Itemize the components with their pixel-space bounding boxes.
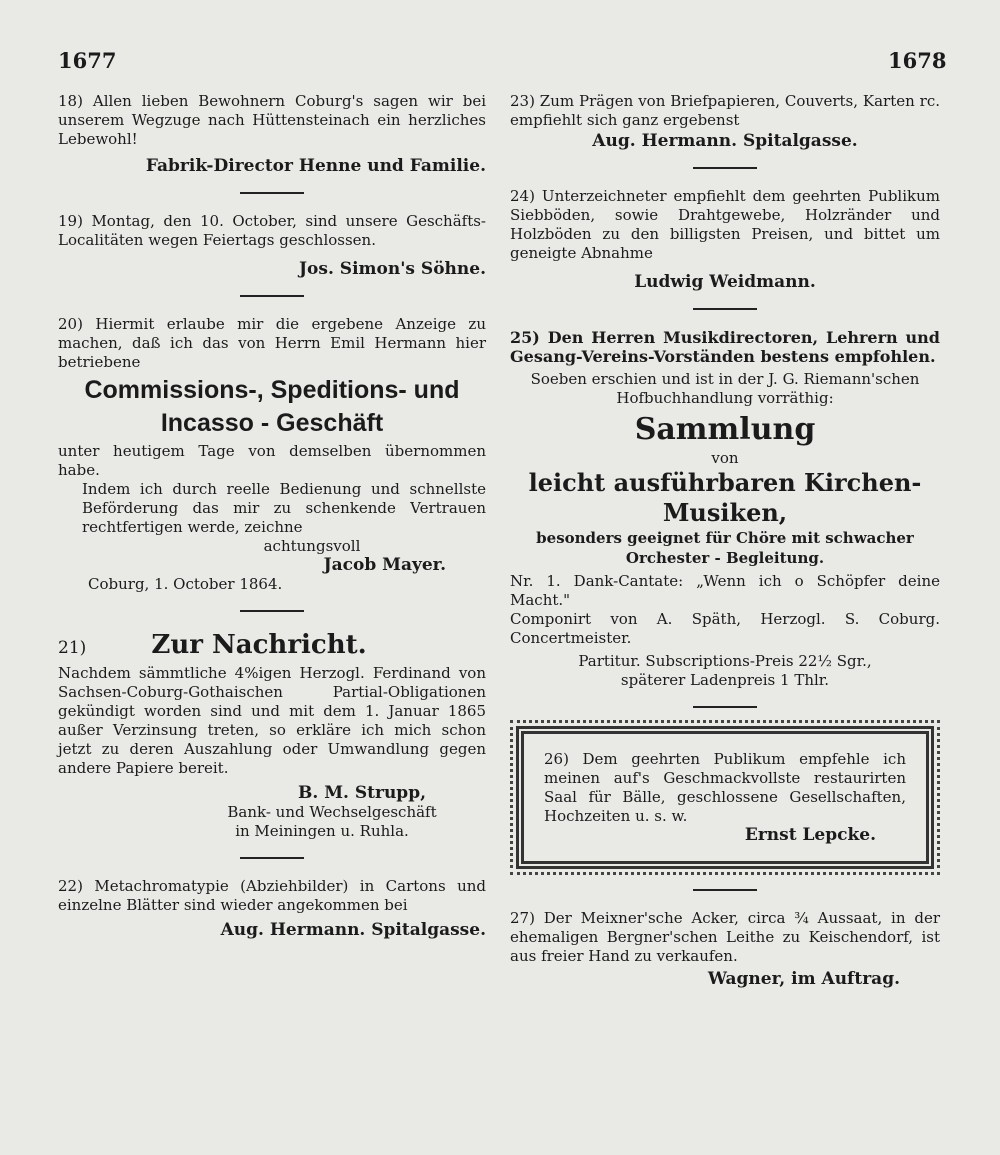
book-von: von (711, 449, 739, 467)
announcement-text: 26) Dem geehrten Publikum empfehle ich meinen auf's Geschmackvollste restaurirten Saal für Bälle, geschlossene Gesellschaften, Hochzeiten u. s. w. (544, 750, 906, 825)
headline-line-1: Commissions-, Speditions- und (84, 376, 460, 404)
signature: Aug. Hermann. Spitalgasse. (220, 920, 486, 940)
closing: achtungsvoll (263, 537, 361, 555)
book-description-2: Orchester - Begleitung. (625, 549, 825, 567)
announcement-20 (58, 315, 486, 594)
announcement-text: 19) Montag, den 10. October, sind unsere Geschäfts-Localitäten wegen Feiertags geschlossen. (58, 212, 486, 249)
announcement-26-frame (516, 726, 934, 869)
book-price-1: Partitur. Subscriptions-Preis 22½ Sgr., (578, 652, 872, 670)
separator-rule (693, 706, 757, 708)
headline-line-2: Incasso - Geschäft (160, 409, 384, 437)
place-date: Coburg, 1. October 1864. (88, 575, 283, 593)
page-number-left: 1677 (58, 48, 117, 73)
signature-line-3: in Meiningen u. Ruhla. (235, 822, 409, 840)
announcement-title: Zur Nachricht. (151, 630, 367, 660)
separator-rule (693, 889, 757, 891)
announcement-23 (510, 92, 940, 151)
signature: B. M. Strupp, (298, 783, 426, 803)
signature-line-2: Bank- und Wechselgeschäft (227, 803, 437, 821)
book-composer: Componirt von A. Späth, Herzogl. S. Coburg. Concertmeister. (510, 610, 940, 647)
book-item: Nr. 1. Dank-Cantate: „Wenn ich o Schöpfer deine Macht." (510, 572, 940, 609)
announcement-text: 22) Metachromatypie (Abziehbilder) in Cartons und einzelne Blätter sind wieder angekommen bei (58, 877, 486, 914)
announcement-21 (58, 630, 486, 841)
signature: Jos. Simon's Söhne. (299, 259, 486, 279)
announcement-body: unter heutigem Tage von demselben übernommen habe. (58, 442, 486, 479)
separator-rule (240, 857, 304, 859)
announcement-intro: 20) Hiermit erlaube mir die ergebene Anzeige zu machen, daß ich das von Herrn Emil Hermann hier betriebene (58, 315, 486, 371)
announcement-text: 27) Der Meixner'sche Acker, circa ¾ Aussaat, in der ehemaligen Bergner'schen Leithe zu Keischendorf, ist aus freier Hand zu verkaufen. (510, 909, 940, 965)
right-column (510, 92, 940, 989)
book-title: Sammlung (634, 412, 816, 447)
announcement-text: 24) Unterzeichneter empfiehlt dem geehrten Publikum Siebböden, sowie Drahtgewebe, Holzränder und Holzböden zu den billigsten Preisen, und bittet um geneigte Abnahme (510, 187, 940, 262)
announcement-text: 18) Allen lieben Bewohnern Coburg's sagen wir bei unserem Wegzuge nach Hüttensteinach ein herzliches Lebewohl! (58, 92, 486, 148)
signature: Fabrik-Director Henne und Familie. (145, 156, 486, 176)
book-subtitle: leicht ausführbaren Kirchen-Musiken, (528, 468, 922, 527)
announcement-text: Nachdem sämmtliche 4%igen Herzogl. Ferdinand von Sachsen-Coburg-Gothaischen Partial-Obligationen gekündigt worden sind und mit dem 1. Januar 1865 außer Verzinsung treten, so erkläre ich mich schon jetzt zu deren Auszahlung oder Umwandlung gegen andere Papiere bereit. (58, 664, 486, 777)
signature: Aug. Hermann. Spitalgasse. (592, 131, 858, 151)
separator-rule (240, 610, 304, 612)
signature: Ludwig Weidmann. (634, 272, 816, 292)
announcement-22 (58, 877, 486, 940)
announcement-body: Indem ich durch reelle Bedienung und schnellste Beförderung das mir zu schenkende Vertrauen rechtfertigen werde, zeichne (82, 480, 486, 536)
signature: Jacob Mayer. (323, 555, 446, 575)
announcement-19 (58, 212, 486, 279)
announcement-25 (510, 328, 940, 690)
announcement-27 (510, 909, 940, 989)
page-number-right: 1678 (888, 48, 947, 73)
announcement-heading: 25) Den Herren Musikdirectoren, Lehrern und Gesang-Vereins-Vorständen bestens empfohlen. (510, 328, 940, 366)
separator-rule (240, 295, 304, 297)
separator-rule (693, 167, 757, 169)
announcement-intro: Soeben erschien und ist in der J. G. Riemann'schen Hofbuchhandlung vorräthig: (530, 370, 920, 407)
book-price-2: späterer Ladenpreis 1 Thlr. (620, 671, 830, 689)
separator-rule (240, 192, 304, 194)
signature: Ernst Lepcke. (744, 825, 876, 845)
announcement-18 (58, 92, 486, 176)
announcement-text: 23) Zum Prägen von Briefpapieren, Couverts, Karten rc. empfiehlt sich ganz ergebenst (510, 92, 940, 129)
left-column (58, 92, 486, 940)
announcement-number: 21) (58, 638, 87, 658)
separator-rule (693, 308, 757, 310)
book-description-1: besonders geeignet für Chöre mit schwacher (536, 529, 914, 547)
signature: Wagner, im Auftrag. (707, 969, 900, 989)
announcement-24 (510, 187, 940, 292)
